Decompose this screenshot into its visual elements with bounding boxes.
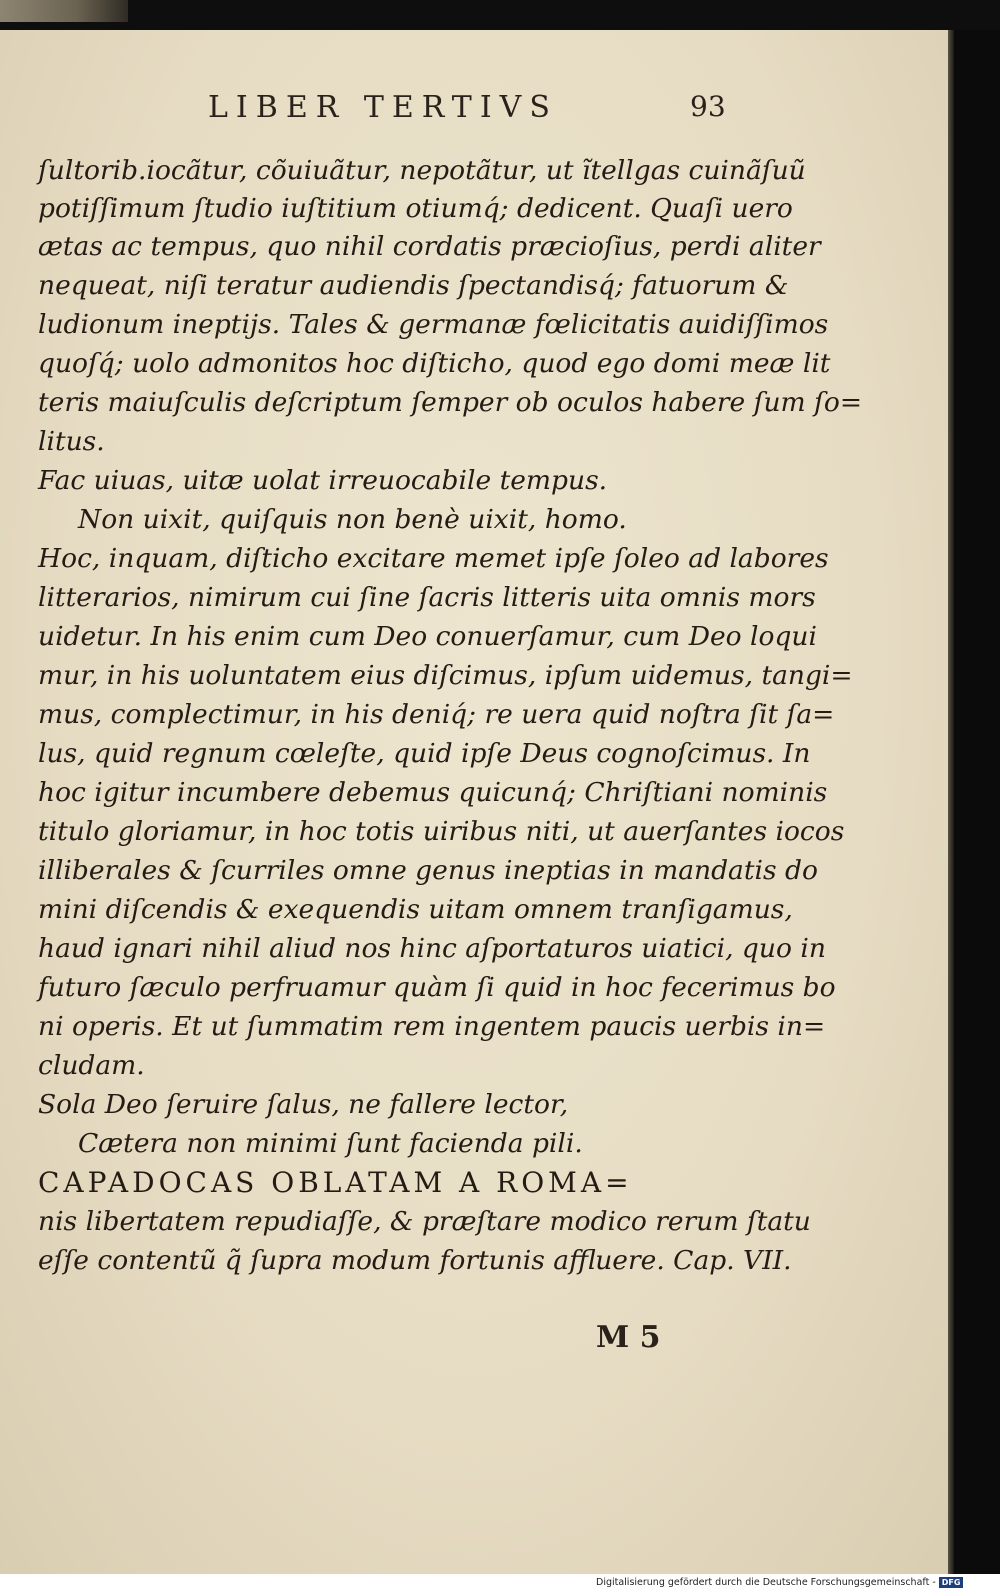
text-line: litterarios, nimirum cui ſine ſacris litteris uita omnis mors: [38, 582, 816, 613]
text-line: futuro ſæculo perfruamur quàm ſi quid in hoc fecerimus bo: [38, 972, 836, 1003]
credit-text: Digitalisierung gefördert durch die Deutsche Forschungsgemeinschaft -: [596, 1577, 936, 1588]
verse-line: Fac uiuas, uitæ uolat irreuocabile tempus.: [38, 465, 608, 496]
text-line: lus, quid regnum cœleſte, quid ipſe Deus cognoſcimus. In: [38, 738, 811, 769]
text-line: mur, in his uoluntatem eius diſcimus, ipſum uidemus, tangi=: [38, 660, 853, 691]
scan-top-border: [0, 0, 1000, 30]
page-text: [0, 30, 948, 1574]
text-line: litus.: [38, 426, 105, 457]
text-line: titulo gloriamur, in hoc totis uiribus niti, ut auerſantes iocos: [38, 816, 845, 847]
chapter-heading: CAPADOCAS OBLATAM A ROMA=: [38, 1166, 633, 1199]
text-line: hoc igitur incumbere debemus quicunq́; Chriſtiani nominis: [38, 777, 828, 808]
text-line: ſultorib.iocãtur, cõuiuãtur, nepotãtur, ut ĩtellgas cuinãſuũ: [38, 155, 806, 186]
dfg-logo: DFG: [939, 1577, 964, 1588]
text-line: mus, complectimur, in his deniq́; re uera quid noſtra ſit ſa=: [38, 699, 835, 730]
text-line: ætas ac tempus, quo nihil cordatis præcioſius, perdi aliter: [38, 231, 821, 262]
text-line: illiberales & ſcurriles omne genus ineptias in mandatis do: [38, 855, 818, 886]
text-line: quoſq́; uolo admonitos hoc diſticho, quod ego domi meæ lit: [38, 348, 831, 379]
page-edge: [948, 30, 954, 1574]
verse-line: Sola Deo ſeruire ſalus, ne fallere lector,: [38, 1089, 569, 1120]
text-line: cludam.: [38, 1050, 145, 1081]
verse-line: Non uixit, quiſquis non benè uixit, homo.: [78, 504, 627, 535]
text-line: ni operis. Et ut ſummatim rem ingentem paucis uerbis in=: [38, 1011, 826, 1042]
running-title: LIBER TERTIVS: [208, 90, 558, 125]
text-line: haud ignari nihil aliud nos hinc aſportaturos uiatici, quo in: [38, 933, 826, 964]
text-line: mini diſcendis & exequendis uitam omnem tranſigamus,: [38, 894, 793, 925]
signature-mark: M 5: [596, 1320, 661, 1355]
text-line: uidetur. In his enim cum Deo conuerſamur, cum Deo loqui: [38, 621, 817, 652]
digitization-credit: [596, 1577, 996, 1593]
verse-line: Cætera non minimi ſunt facienda pili.: [78, 1128, 583, 1159]
text-line: teris maiuſculis deſcriptum ſemper ob oculos habere ſum ſo=: [38, 387, 863, 418]
book-page: [0, 30, 949, 1574]
text-line: Hoc, inquam, diſticho excitare memet ipſe ſoleo ad labores: [38, 543, 829, 574]
scan-top-stamp: [0, 0, 128, 22]
text-line: potiſſimum ſtudio iuſtitium otiumq́; dedicent. Quaſi uero: [38, 193, 793, 224]
page-number: 93: [690, 90, 726, 123]
chapter-heading-line: eſſe contentũ q̃ ſupra modum fortunis affluere. Cap. VII.: [38, 1245, 792, 1276]
text-line: nequeat, niſi teratur audiendis ſpectandisq́; fatuorum &: [38, 270, 789, 301]
chapter-heading-line: nis libertatem repudiaſſe, & præſtare modico rerum ſtatu: [38, 1206, 811, 1237]
text-line: ludionum ineptijs. Tales & germanæ fœlicitatis auidiſſimos: [38, 309, 829, 340]
